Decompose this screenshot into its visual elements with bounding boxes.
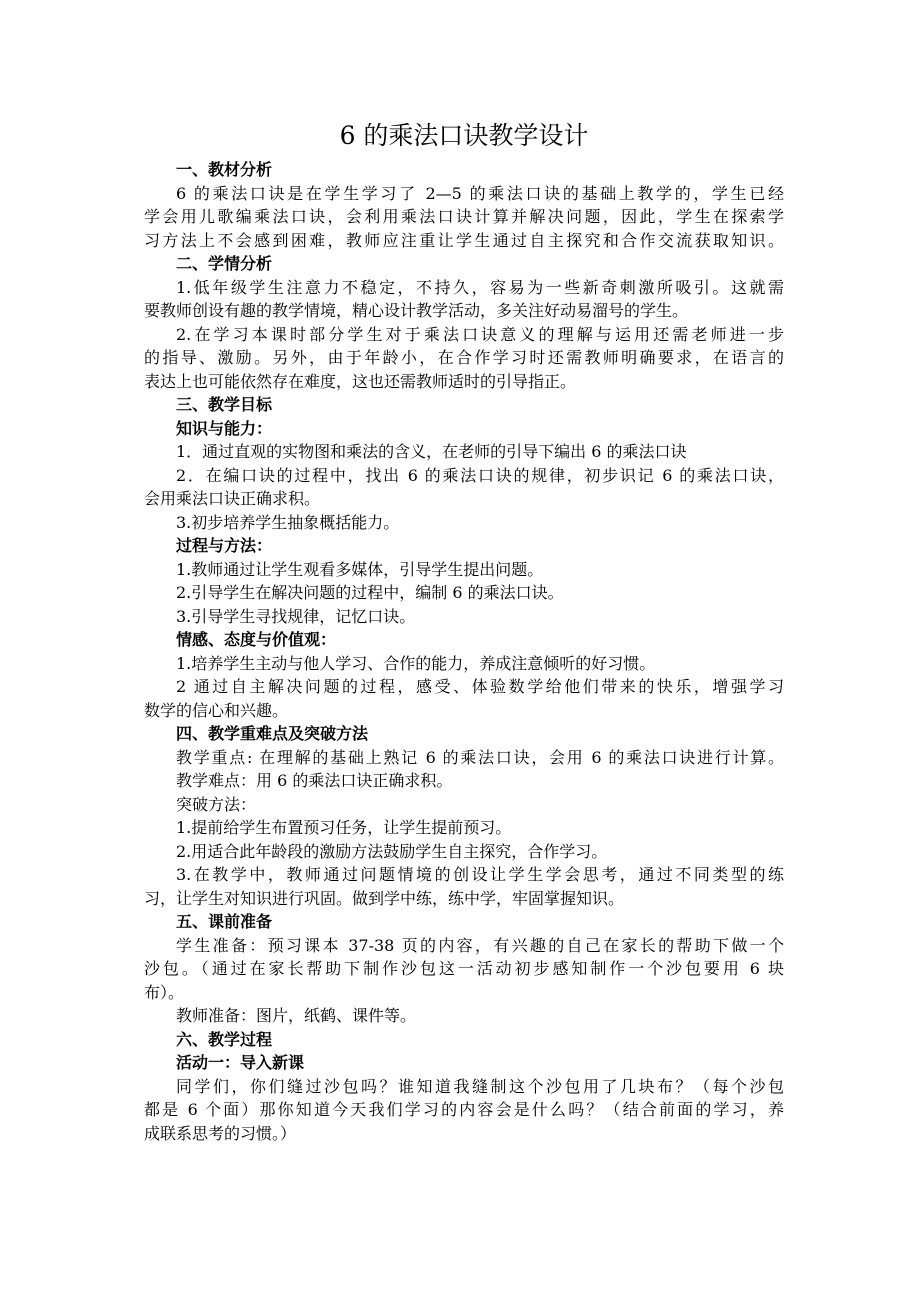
body-text-line: 2.在学习本课时部分学生对于乘法口诀意义的理解与运用还需老师进一步 [176, 324, 784, 344]
body-text-line: 2.用适合此年龄段的激励方法鼓励学生自主探究，合作学习。 [176, 841, 608, 861]
section-heading: 活动一：导入新课 [176, 1053, 305, 1072]
body-text-line: 学会用儿歌编乘法口诀，会利用乘法口诀计算并解决问题，因此，学生在探索学 [144, 207, 784, 226]
body-text-line: 习，让学生对知识进行巩固。做到学中练，练中学，牢固掌握知识。 [144, 888, 625, 908]
body-text-line: 3.在教学中，教师通过问题情境的创设让学生学会思考，通过不同类型的练 [176, 865, 784, 884]
body-text-line: 教师准备：图片，纸鹤、课件等。 [176, 1006, 417, 1025]
document-title: 6 的乘法口诀教学设计 [339, 121, 589, 150]
section-heading: 一、教材分析 [176, 160, 273, 179]
body-text-line: 学生准备：预习课本 37-38 页的内容，有兴趣的自己在家长的帮助下做一个 [176, 935, 784, 955]
body-text-line: 成联系思考的习惯。） [144, 1123, 297, 1143]
body-text-line: 2．在编口诀的过程中，找出 6 的乘法口诀的规律，初步识记 6 的乘法口诀， [176, 465, 784, 485]
body-text-line: 会用乘法口诀正确求积。 [144, 489, 321, 508]
section-heading: 四、教学重难点及突破方法 [176, 724, 369, 743]
body-text-line: 数学的信心和兴趣。 [144, 700, 289, 720]
body-text-line: 2 通过自主解决问题的过程，感受、体验数学给他们带来的快乐，增强学习 [176, 677, 784, 696]
section-heading: 情感、态度与价值观： [176, 630, 337, 649]
body-text-line: 1.培养学生主动与他人学习、合作的能力，养成注意倾听的好习惯。 [176, 653, 656, 673]
body-text-line: 突破方法： [176, 794, 257, 814]
section-heading: 二、学情分析 [176, 254, 273, 273]
body-text-line: 沙包。（通过在家长帮助下制作沙包这一活动初步感知制作一个沙包要用 6 块 [144, 959, 784, 978]
body-text-line: 1．通过直观的实物图和乘法的含义，在老师的引导下编出 6 的乘法口诀 [176, 442, 687, 461]
body-text-line: 同学们，你们缝过沙包吗？谁知道我缝制这个沙包用了几块布？（每个沙包 [176, 1076, 784, 1096]
body-text-line: 3.初步培养学生抽象概括能力。 [176, 512, 400, 532]
body-text-line: 3.引导学生寻找规律，记忆口诀。 [176, 606, 416, 626]
body-text-line: 1.低年级学生注意力不稳定，不持久，容易为一些新奇刺激所吸引。这就需 [176, 277, 784, 297]
body-text-line: 布）。 [144, 982, 185, 1002]
document-page [144, 118, 784, 1145]
section-heading: 六、教学过程 [176, 1029, 273, 1049]
body-text-line: 习方法上不会感到困难，教师应注重让学生通过自主探究和合作交流获取知识。 [144, 230, 784, 250]
section-heading: 三、教学目标 [176, 395, 273, 414]
body-text-line: 1.提前给学生布置预习任务，让学生提前预习。 [176, 818, 512, 837]
section-heading: 过程与方法： [176, 536, 273, 555]
body-text-line: 要教师创设有趣的教学情境，精心设计教学活动，多关注好动易溜号的学生。 [144, 301, 689, 320]
body-text-line: 表达上也可能依然存在难度，这也还需教师适时的引导指正。 [144, 371, 577, 391]
body-text-line: 教学难点：用 6 的乘法口诀正确求积。 [176, 771, 453, 790]
body-text-line: 6 的乘法口诀是在学生学习了 2—5 的乘法口诀的基础上教学的，学生已经 [176, 183, 784, 203]
body-text-line: 的指导、激励。另外，由于年龄小，在合作学习时还需教师明确要求，在语言的 [144, 348, 784, 367]
section-heading: 五、课前准备 [176, 912, 273, 931]
body-text-line: 教学重点: 在理解的基础上熟记 6 的乘法口诀，会用 6 的乘法口诀进行计算。 [176, 747, 784, 767]
body-text-line: 2.引导学生在解决问题的过程中，编制 6 的乘法口诀。 [176, 583, 564, 602]
document-body [144, 158, 784, 1145]
section-heading: 知识与能力： [176, 418, 273, 438]
body-text-line: 都是 6 个面）那你知道今天我们学习的内容会是什么吗？（结合前面的学习，养 [144, 1100, 784, 1119]
body-text-line: 1.教师通过让学生观看多媒体，引导学生提出问题。 [176, 559, 544, 579]
